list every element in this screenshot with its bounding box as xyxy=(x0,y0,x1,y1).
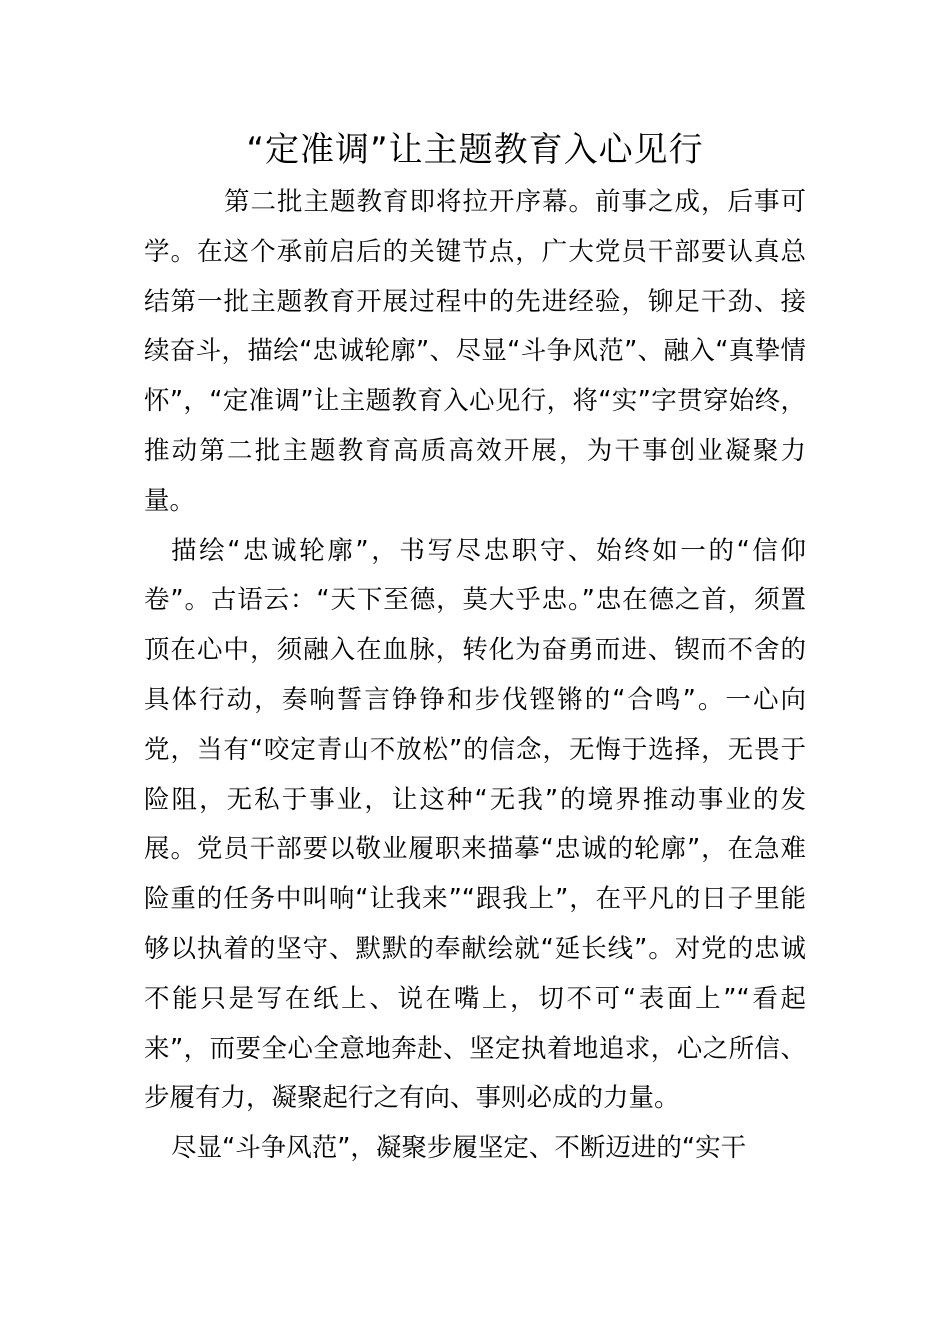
paragraph-loyalty: 描绘“忠诚轮廓”，书写尽忠职守、始终如一的“信仰卷”。古语云：“天下至德，莫大乎忠。”忠在德之首，须置顶在心中，须融入在血脉，转化为奋勇而进、锲而不舍的具体行动，奏响誓言铮铮和步伐铿锵的“合鸣”。一心向党，当有“咬定青山不放松”的信念，无悔于选择，无畏于险阻，无私于事业，让这种“无我”的境界推动事业的发展。党员干部要以敬业履职来描摹“忠诚的轮廓”，在急难险重的任务中叫响“让我来”“跟我上”，在平凡的日子里能够以执着的坚守、默默的奉献绘就“延长线”。对党的忠诚不能只是写在纸上、说在嘴上，切不可“表面上”“看起来”，而要全心全意地奔赴、坚定执着地追求，心之所信、步履有力，凝聚起行之有向、事则必成的力量。 xyxy=(144,535,806,1114)
document-body xyxy=(144,178,806,1174)
paragraph-intro: 第二批主题教育即将拉开序幕。前事之成，后事可学。在这个承前启后的关键节点，广大党员干部要认真总结第一批主题教育开展过程中的先进经验，铆足干劲、接续奋斗，描绘“忠诚轮廓”、尽显“斗争风范”、融入“真挚情怀”，“定准调”让主题教育入心见行，将“实”字贯穿始终，推动第二批主题教育高质高效开展，为干事创业凝聚力量。 xyxy=(144,187,806,516)
document-title: “定准调”让主题教育入心见行 xyxy=(246,130,704,170)
paragraph-struggle: 尽显“斗争风范”，凝聚步履坚定、不断迈进的“实干 xyxy=(171,1133,747,1164)
